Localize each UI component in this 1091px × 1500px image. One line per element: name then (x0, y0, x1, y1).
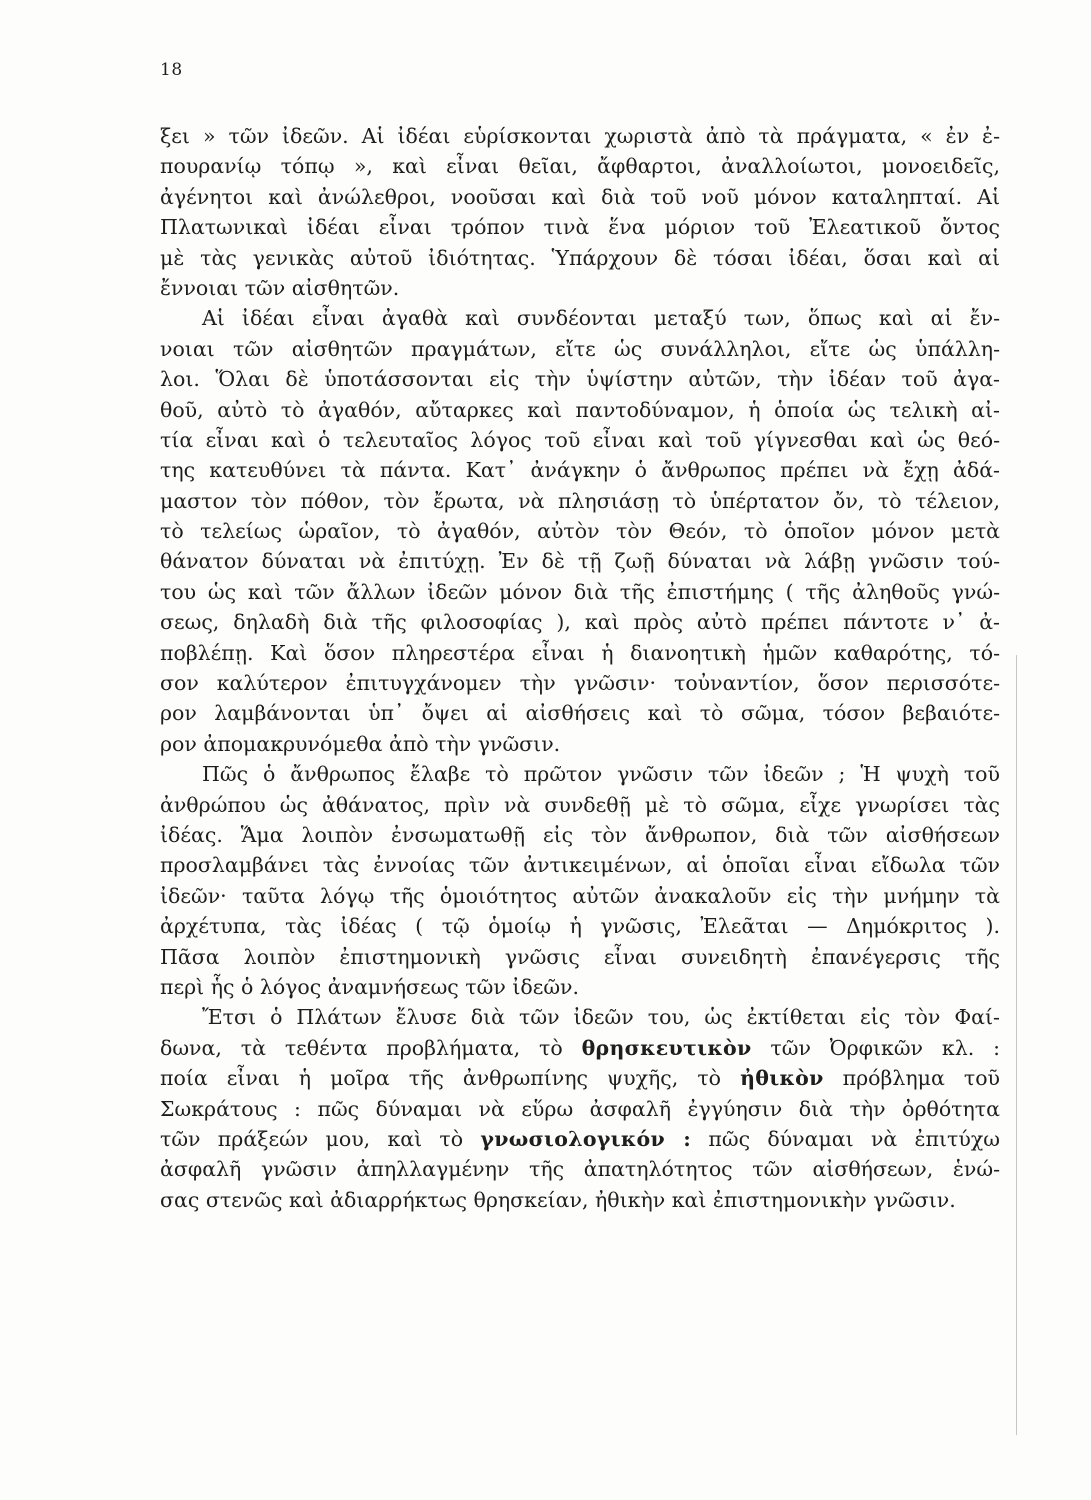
text-line: νοιαι τῶν αἰσθητῶν πραγμάτων, εἴτε ὡς συνάλληλοι, εἴτε ὡς ὑπάλλη- (160, 336, 1000, 361)
text-line: Πλατωνικαὶ ἰδέαι εἶναι τρόπον τινὰ ἕνα μόριον τοῦ Ἐλεατικοῦ ὄντος (160, 215, 1000, 240)
text-run: δωνα, τὰ τεθέντα προβλήματα, τὸ (160, 1035, 582, 1060)
text-line: θοῦ, αὐτὸ τὸ ἀγαθόν, αὔταρκες καὶ παντοδύναμον, ἡ ὁποία ὡς τελικὴ αἰ- (160, 397, 1000, 422)
text-line: ἀνθρώπου ὡς ἀθάνατος, πρὶν νὰ συνδεθῇ μὲ τὸ σῶμα, εἶχε γνωρίσει τὰς (160, 792, 1000, 817)
text-line: Ἔτσι ὁ Πλάτων ἔλυσε διὰ τῶν ἰδεῶν του, ὡς ἐκτίθεται εἰς τὸν Φαί- (202, 1005, 1000, 1030)
text-line: ἀγένητοι καὶ ἀνώλεθροι, νοοῦσαι καὶ διὰ τοῦ νοῦ μόνον καταληπταί. Αἱ (160, 184, 1000, 209)
text-line-with-emphasis (160, 1033, 1000, 1063)
text-line: ρον ἀπομακρυνόμεθα ἀπὸ τὴν γνῶσιν. (160, 731, 561, 756)
text-line: ἀρχέτυπα, τὰς ἰδέας ( τῷ ὁμοίῳ ἡ γνῶσις, Ἐλεᾶται — Δημόκριτος ). (160, 914, 1000, 939)
text-line: προσλαμβάνει τὰς ἐννοίας τῶν ἀντικειμένων, αἱ ὁποῖαι εἶναι εἴδωλα τῶν (160, 853, 1000, 878)
text-line: σεως, δηλαδὴ διὰ τῆς φιλοσοφίας ), καὶ πρὸς αὐτὸ πρέπει πάντοτε ν᾽ ἀ- (160, 610, 1000, 635)
text-line: ἀσφαλῆ γνῶσιν ἀπηλλαγμένην τῆς ἀπατηλότητος τῶν αἰσθήσεων, ἑνώ- (160, 1157, 1000, 1182)
text-line: τὸ τελείως ὡραῖον, τὸ ἀγαθόν, αὐτὸν τὸν Θεόν, τὸ ὁποῖον μόνον μετὰ (160, 519, 1000, 544)
text-line: μαστον τὸν πόθον, τὸν ἔρωτα, νὰ πλησιάσῃ τὸ ὑπέρτατον ὄν, τὸ τέλειον, (160, 488, 1000, 513)
text-line: ἰδεῶν· ταῦτα λόγῳ τῆς ὁμοιότητος αὐτῶν ἀνακαλοῦν εἰς τὴν μνήμην τὰ (160, 883, 1000, 908)
emphasized-term-ethical: ἠθικὸν (740, 1066, 824, 1091)
text-line: Πῶς ὁ ἄνθρωπος ἔλαβε τὸ πρῶτον γνῶσιν τῶν ἰδεῶν ; Ἡ ψυχὴ τοῦ (202, 762, 1000, 787)
text-line: λοι. Ὅλαι δὲ ὑποτάσσονται εἰς τὴν ὑψίστην αὐτῶν, τὴν ἰδέαν τοῦ ἀγα- (160, 367, 1000, 392)
emphasized-term-epistemological: γνωσιολογικόν : (480, 1126, 692, 1151)
body-text (160, 121, 1000, 1215)
text-line: μὲ τὰς γενικὰς αὐτοῦ ἰδιότητας. Ὑπάρχουν δὲ τόσαι ἰδέαι, ὅσαι καὶ αἱ (160, 245, 1000, 270)
text-line-with-emphasis (160, 1063, 1000, 1093)
text-run: πρόβλημα τοῦ (823, 1066, 1001, 1091)
text-line: ποβλέπῃ. Καὶ ὅσον πληρεστέρα εἶναι ἡ διανοητικὴ ἡμῶν καθαρότης, τό- (160, 640, 1000, 665)
text-line: θάνατον δύναται νὰ ἐπιτύχῃ. Ἐν δὲ τῇ ζωῇ δύναται νὰ λάβῃ γνῶσιν τού- (160, 549, 1000, 574)
text-line-with-emphasis (160, 1124, 1000, 1154)
text-line: Πᾶσα λοιπὸν ἐπιστημονικὴ γνῶσις εἶναι συνειδητὴ ἐπανέγερσις τῆς (160, 944, 1000, 969)
text-line: Σωκράτους : πῶς δύναμαι νὰ εὕρω ἀσφαλῆ ἐγγύησιν διὰ τὴν ὀρθότητα (160, 1096, 1000, 1121)
text-run: ποία εἶναι ἡ μοῖρα τῆς ἀνθρωπίνης ψυχῆς, τὸ (160, 1066, 741, 1091)
text-line: ἰδέας. Ἅμα λοιπὸν ἐνσωματωθῇ εἰς τὸν ἄνθρωπον, διὰ τῶν αἰσθήσεων (160, 822, 1000, 847)
text-line: τία εἶναι καὶ ὁ τελευταῖος λόγος τοῦ εἶναι καὶ τοῦ γίγνεσθαι καὶ ὡς θεό- (160, 427, 1000, 452)
text-line: ρον λαμβάνονται ὑπ᾽ ὄψει αἱ αἰσθήσεις καὶ τὸ σῶμα, τόσον βεβαιότε- (160, 701, 1000, 726)
text-line: περὶ ἧς ὁ λόγος ἀναμνήσεως τῶν ἰδεῶν. (160, 974, 580, 999)
text-line: ξει » τῶν ἰδεῶν. Αἱ ἰδέαι εὑρίσκονται χωριστὰ ἀπὸ τὰ πράγματα, « ἐν ἐ- (160, 124, 1000, 148)
text-line: σον καλύτερον ἐπιτυγχάνομεν τὴν γνῶσιν· τοὐναντίον, ὅσον περισσότε- (160, 671, 1000, 696)
text-run: τῶν πράξεών μου, καὶ τὸ (160, 1126, 481, 1151)
text-line: ἔννοιαι τῶν αἰσθητῶν. (160, 275, 400, 300)
text-line: Αἱ ἰδέαι εἶναι ἀγαθὰ καὶ συνδέονται μεταξύ των, ὅπως καὶ αἱ ἔν- (202, 306, 1000, 331)
emphasized-term-religious: θρησκευτικὸν (581, 1035, 752, 1060)
page-number: 18 (160, 60, 183, 80)
text-run: τῶν Ὀρφικῶν κλ. : (751, 1035, 1001, 1060)
margin-scan-line (1016, 655, 1017, 1435)
text-run: πῶς δύναμαι νὰ ἐπιτύχω (691, 1126, 1000, 1151)
text-line: της κατευθύνει τὰ πάντα. Κατ᾽ ἀνάγκην ὁ ἄνθρωπος πρέπει νὰ ἔχῃ ἀδά- (160, 458, 1000, 483)
text-line: σας στενῶς καὶ ἀδιαρρήκτως θρησκείαν, ἠθικὴν καὶ ἐπιστημονικὴν γνῶσιν. (160, 1187, 956, 1212)
text-line: του ὡς καὶ τῶν ἄλλων ἰδεῶν μόνον διὰ τῆς ἐπιστήμης ( τῆς ἀληθοῦς γνώ- (160, 579, 1000, 604)
text-line: πουρανίῳ τόπῳ », καὶ εἶναι θεῖαι, ἄφθαρτοι, ἀναλλοίωτοι, μονοειδεῖς, (160, 154, 1000, 179)
